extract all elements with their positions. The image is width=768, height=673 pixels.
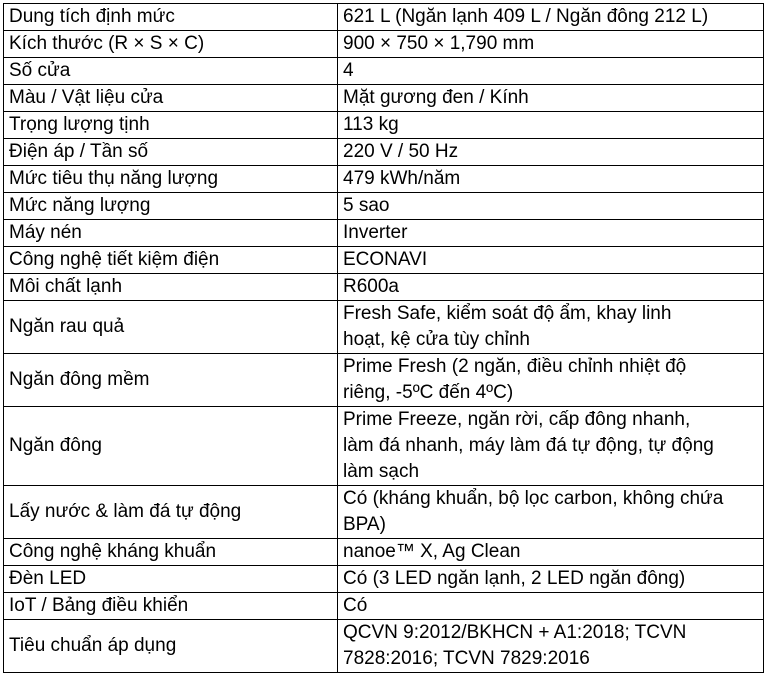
spec-label: Máy nén [4,220,338,247]
table-row [4,539,764,566]
spec-label: IoT / Bảng điều khiển [4,593,338,620]
spec-label: Tiêu chuẩn áp dụng [4,620,338,673]
spec-label: Kích thước (R × S × C) [4,31,338,58]
spec-value: 900 × 750 × 1,790 mm [338,31,764,58]
table-row [4,193,764,220]
table-row [4,166,764,193]
table-row [4,486,764,539]
table-row [4,301,764,354]
table-row [4,593,764,620]
spec-label: Công nghệ kháng khuẩn [4,539,338,566]
spec-value: R600a [338,274,764,301]
table-row [4,112,764,139]
spec-label: Màu / Vật liệu cửa [4,85,338,112]
table-row [4,247,764,274]
spec-value: Prime Fresh (2 ngăn, điều chỉnh nhiệt độ riêng, -5ºC đến 4ºC) [338,354,764,407]
table-row [4,4,764,31]
spec-value: Có (kháng khuẩn, bộ lọc carbon, không chứa BPA) [338,486,764,539]
table-row [4,354,764,407]
spec-label: Mức tiêu thụ năng lượng [4,166,338,193]
spec-value: ECONAVI [338,247,764,274]
table-row [4,85,764,112]
spec-value: Có (3 LED ngăn lạnh, 2 LED ngăn đông) [338,566,764,593]
table-row [4,620,764,673]
spec-value: 621 L (Ngăn lạnh 409 L / Ngăn đông 212 L) [338,4,764,31]
spec-label: Trọng lượng tịnh [4,112,338,139]
table-row [4,407,764,486]
spec-value: 4 [338,58,764,85]
spec-value: Fresh Safe, kiểm soát độ ẩm, khay linh hoạt, kệ cửa tùy chỉnh [338,301,764,354]
table-row [4,566,764,593]
spec-table [3,3,764,673]
table-row [4,31,764,58]
spec-label: Ngăn rau quả [4,301,338,354]
spec-value: Inverter [338,220,764,247]
spec-label: Điện áp / Tần số [4,139,338,166]
spec-value: 113 kg [338,112,764,139]
spec-label: Ngăn đông mềm [4,354,338,407]
spec-value: Prime Freeze, ngăn rời, cấp đông nhanh, làm đá nhanh, máy làm đá tự động, tự động làm sạch [338,407,764,486]
spec-value: QCVN 9:2012/BKHCN + A1:2018; TCVN 7828:2016; TCVN 7829:2016 [338,620,764,673]
spec-value: 479 kWh/năm [338,166,764,193]
spec-label: Mức năng lượng [4,193,338,220]
spec-value: 220 V / 50 Hz [338,139,764,166]
table-row [4,220,764,247]
spec-value: Mặt gương đen / Kính [338,85,764,112]
spec-label: Dung tích định mức [4,4,338,31]
spec-label: Đèn LED [4,566,338,593]
spec-label: Lấy nước & làm đá tự động [4,486,338,539]
table-row [4,139,764,166]
spec-value: Có [338,593,764,620]
table-row [4,58,764,85]
spec-label: Ngăn đông [4,407,338,486]
spec-label: Môi chất lạnh [4,274,338,301]
spec-value: nanoe™ X, Ag Clean [338,539,764,566]
spec-value: 5 sao [338,193,764,220]
spec-label: Công nghệ tiết kiệm điện [4,247,338,274]
table-row [4,274,764,301]
spec-label: Số cửa [4,58,338,85]
